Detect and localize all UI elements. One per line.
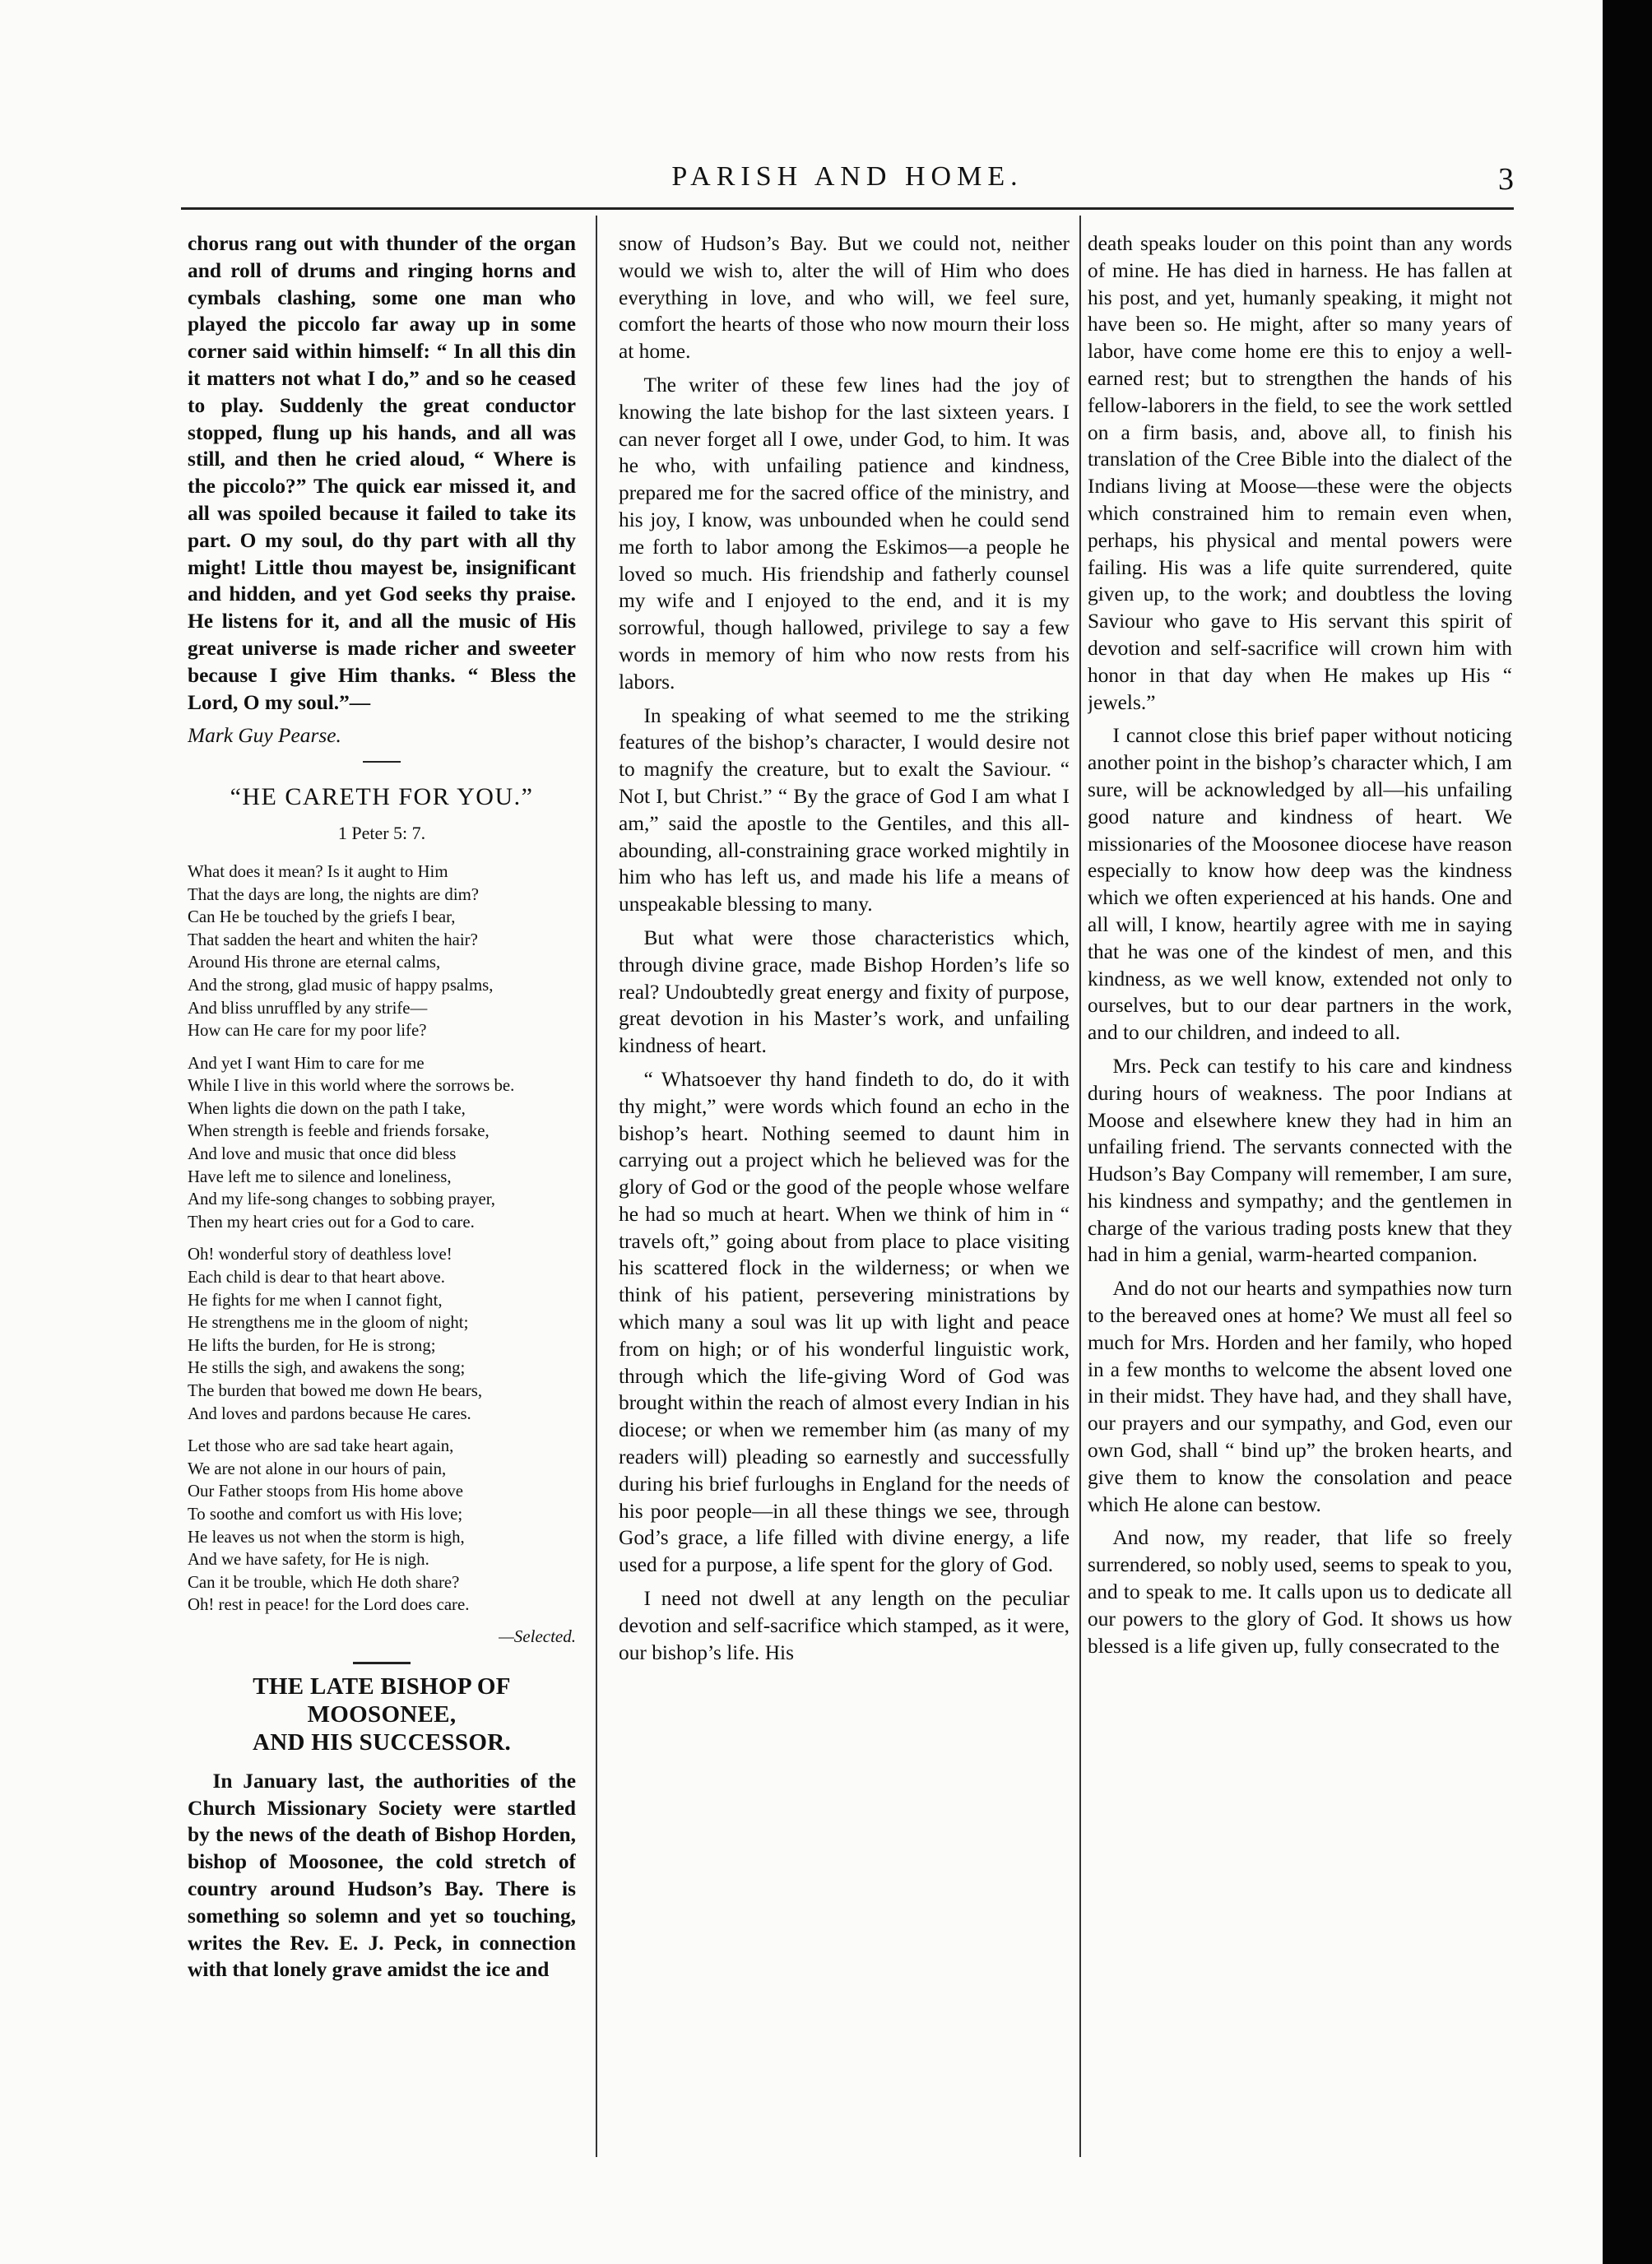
poem-line: And we have safety, for He is nigh. [188, 1550, 429, 1570]
column-3 [1088, 230, 1512, 2155]
section-rule [353, 1662, 411, 1664]
periodical-title: PARISH AND HOME. [671, 161, 1023, 192]
poem-line: He leaves us not when the storm is high, [188, 1527, 465, 1547]
poem-line: That the days are long, the nights are dim? [188, 884, 480, 904]
article-paragraph: death speaks louder on this point than any words of mine. He has died in harness. He has fallen at his post, and yet, humanly speaking, it might not have been so. He might, after so many years of labor, have come home ere this to enjoy a well-earned rest; but to strengthen the hands of his fellow-laborers in the field, to see the work settled on a firm basis, and, above all, to finish his translation of the Cree Bible into the dialect of the Indians living at Moose—these were the objects which constrained him to remain even when, perhaps, his physical and mental powers were failing. His was a life quite surrendered, quite given up, to the work; and doubtless the loving Saviour who gave to His servant this spirit of devotion and self-sacrifice will crown him with honor in that day when He makes up His “ jewels.” [1088, 232, 1512, 714]
poem-reference: 1 Peter 5: 7. [337, 823, 426, 844]
poem-line: And yet I want Him to care for me [188, 1053, 425, 1073]
poem-line: And loves and pardons because He cares. [188, 1403, 471, 1423]
poem-line: Can it be trouble, which He doth share? [188, 1572, 460, 1592]
article-paragraph: In speaking of what seemed to me the striking features of the bishop’s character, I would desire not to magnify the creature, but to exalt the Saviour. “ Not I, but Christ.” “ By the grace of God I am what I am,” said the apostle to the Gentiles, and this all-abounding, all-constraining grace worked mightily in him who has left us, and made his life a means of unspeakable blessing to many. [619, 703, 1070, 916]
header-rule [181, 207, 1514, 210]
poem-line: Let those who are sad take heart again, [188, 1436, 454, 1456]
column-divider-1 [596, 216, 597, 2157]
poem-line: Our Father stoops from His home above [188, 1482, 464, 1501]
section-rule [363, 761, 401, 763]
poem-stanza-4 [188, 1435, 576, 1617]
poem-line: Each child is dear to that heart above. [188, 1268, 445, 1287]
poem-line: We are not alone in our hours of pain, [188, 1459, 447, 1478]
poem-line: And my life-song changes to sobbing prayer, [188, 1190, 496, 1209]
column-1 [188, 230, 576, 2155]
poem-line: Then my heart cries out for a God to care. [188, 1212, 475, 1232]
poem-line: When strength is feeble and friends forsake, [188, 1121, 490, 1141]
poem-source: —Selected. [499, 1626, 576, 1646]
article-paragraph: Mrs. Peck can testify to his care and kindness during hours of weakness. The poor Indians at Moose and elsewhere knew they had in him an unfailing friend. The servants connected with the Hudson’s Bay Company will remember, I am sure, his kindness and sympathy; and the gentlemen in charge of the various trading posts knew that they had in him a genial, warm-hearted companion. [1088, 1054, 1512, 1267]
poem-line: How can He care for my poor life? [188, 1021, 427, 1041]
column-divider-2 [1079, 216, 1081, 2157]
article-paragraph: I need not dwell at any length on the peculiar devotion and self-sacrifice which stamped, as it were, our bishop’s life. His [619, 1587, 1070, 1664]
poem-line: And love and music that once did bless [188, 1144, 457, 1164]
page-header [181, 161, 1514, 211]
poem-line: He strengthens me in the gloom of night; [188, 1313, 469, 1333]
poem-line: Oh! rest in peace! for the Lord does care. [188, 1595, 470, 1615]
page-number: 3 [1498, 162, 1514, 197]
poem-stanza-2 [188, 1052, 576, 1234]
poem-stanza-3 [188, 1243, 576, 1425]
poem-line: The burden that bowed me down He bears, [188, 1381, 483, 1400]
article-paragraph: And do not our hearts and sympathies now turn to the bereaved ones at home? We must all feel so much for Mrs. Horden and her family, who hoped in a few months to welcome the absent loved one in their midst. They have had, and they shall have, our prayers and our sympathy, and God, even our own God, shall “ bind up” the broken hearts, and give them to know the consolation and peace which He alone can bestow. [1088, 1277, 1512, 1516]
article-paragraph: The writer of these few lines had the joy of knowing the late bishop for the last sixteen years. I can never forget all I owe, under God, to him. It was he who, with unfailing patience and kindness, prepared me for the sacred office of the ministry, and his joy, I know, was unbounded when he could send me forth to labor among the Eskimos—a people he loved so much. His friendship and fatherly counsel my wife and I enjoyed to the end, and it is my sorrowful, though hallowed, privilege to say a few words in memory of him who now rests from his labors. [619, 373, 1070, 694]
article-paragraph: In January last, the authorities of the Church Missionary Society were startled by the news of the death of Bishop Horden, bishop of Moosonee, the cold stretch of country around Hudson’s Bay. There is something so solemn and yet so touching, writes the Rev. E. J. Peck, in connection with that lonely grave amidst the ice and [188, 1769, 576, 1982]
article-paragraph: And now, my reader, that life so freely surrendered, so nobly used, seems to speak to you, and to speak to me. It calls upon us to dedicate all our powers to the glory of God. It shows us how blessed is a life given up, fully consecrated to the [1088, 1526, 1512, 1658]
poem-line: He lifts the burden, for He is strong; [188, 1335, 436, 1355]
poem-line: And the strong, glad music of happy psalms, [188, 975, 494, 995]
article-title-line-1: THE LATE BISHOP OF MOOSONEE, [253, 1672, 511, 1728]
poem-stanza-1 [188, 861, 576, 1042]
article-title [188, 1672, 576, 1756]
poem-line: Can He be touched by the griefs I bear, [188, 907, 456, 927]
article-title-line-2: AND HIS SUCCESSOR. [252, 1728, 511, 1756]
article-paragraph: But what were those characteristics which, through divine grace, made Bishop Horden’s life so real? Undoubtedly great energy and fixity of purpose, great devotion in his Master’s work, and unfailing kindness of heart. [619, 926, 1070, 1058]
article-paragraph: snow of Hudson’s Bay. But we could not, neither would we wish to, alter the will of Him who does everything in love, and who will, we feel sure, comfort the hearts of those who now mourn their loss at home. [619, 232, 1070, 364]
poem-title: “HE CARETH FOR YOU.” [230, 783, 534, 811]
signature: Mark Guy Pearse. [188, 724, 341, 748]
poem-line: Around His throne are eternal calms, [188, 953, 441, 972]
article-paragraph: “ Whatsoever thy hand findeth to do, do it with thy might,” were words which found an echo in the bishop’s heart. Nothing seemed to daunt him in carrying out a project which he believed was for the glory of God or the good of the people whose welfare he had so much at heart. When we think of him in “ travels oft,” going about from place to place visiting his scattered flock in the wilderness; or when we think of his patient, persevering ministrations by which many a soul was lit up with light and peace from on high; or of his wonderful linguistic work, through which the life-giving Word of God was brought within the reach of almost every Indian in his diocese; or when we remember him (as many of my readers will) pleading so earnestly and successfully during his brief furloughs in England for the needs of his poor people—in all these things we see, through God’s grace, a life filled with divine energy, a life used for a purpose, a life spent for the glory of God. [619, 1067, 1070, 1577]
poem-line: What does it mean? Is it aught to Him [188, 861, 448, 881]
poem-line: Have left me to silence and loneliness, [188, 1167, 452, 1186]
poem-line: Oh! wonderful story of deathless love! [188, 1245, 452, 1264]
column-2 [619, 230, 1070, 2155]
poem-line: And bliss unruffled by any strife— [188, 998, 428, 1018]
poem-line: While I live in this world where the sorrows be. [188, 1076, 515, 1096]
scan-border [1603, 0, 1652, 2264]
poem-line: He fights for me when I cannot fight, [188, 1290, 443, 1310]
poem-line: That sadden the heart and whiten the hair? [188, 930, 478, 949]
piccolo-paragraph: chorus rang out with thunder of the organ and roll of drums and ringing horns and cymbals clashing, some one man who played the piccolo far away up in some corner said within himself: “ In all this din it matters not what I do,” and so he ceased to play. Suddenly the great conductor stopped, flung up his hands, and all was still, and then he cried aloud, “ Where is the piccolo?” The quick ear missed it, and all was spoiled because it failed to take its part. O my soul, do thy part with all thy might! Little thou mayest be, insignificant and hidden, and yet God seeks thy praise. He listens for it, and all the music of His great universe is made richer and sweeter because I give Him thanks. “ Bless the Lord, O my soul.”— [188, 232, 576, 714]
article-paragraph: I cannot close this brief paper without noticing another point in the bishop’s character which, I am sure, will be acknowledged by all—his unfailing good nature and kindness of heart. We missionaries of the Moosonee diocese have reason especially to know how deep was the kindness which we often experienced at his hands. One and all will, I know, heartily agree with me in saying that he was one of the kindest of men, and this kindness, as we well know, extended not only to ourselves, but to our dear partners in the work, and to our children, and indeed to all. [1088, 724, 1512, 1045]
poem-line: To soothe and comfort us with His love; [188, 1504, 463, 1524]
poem-line: When lights die down on the path I take, [188, 1098, 466, 1118]
poem-line: He stills the sigh, and awakens the song; [188, 1358, 466, 1378]
